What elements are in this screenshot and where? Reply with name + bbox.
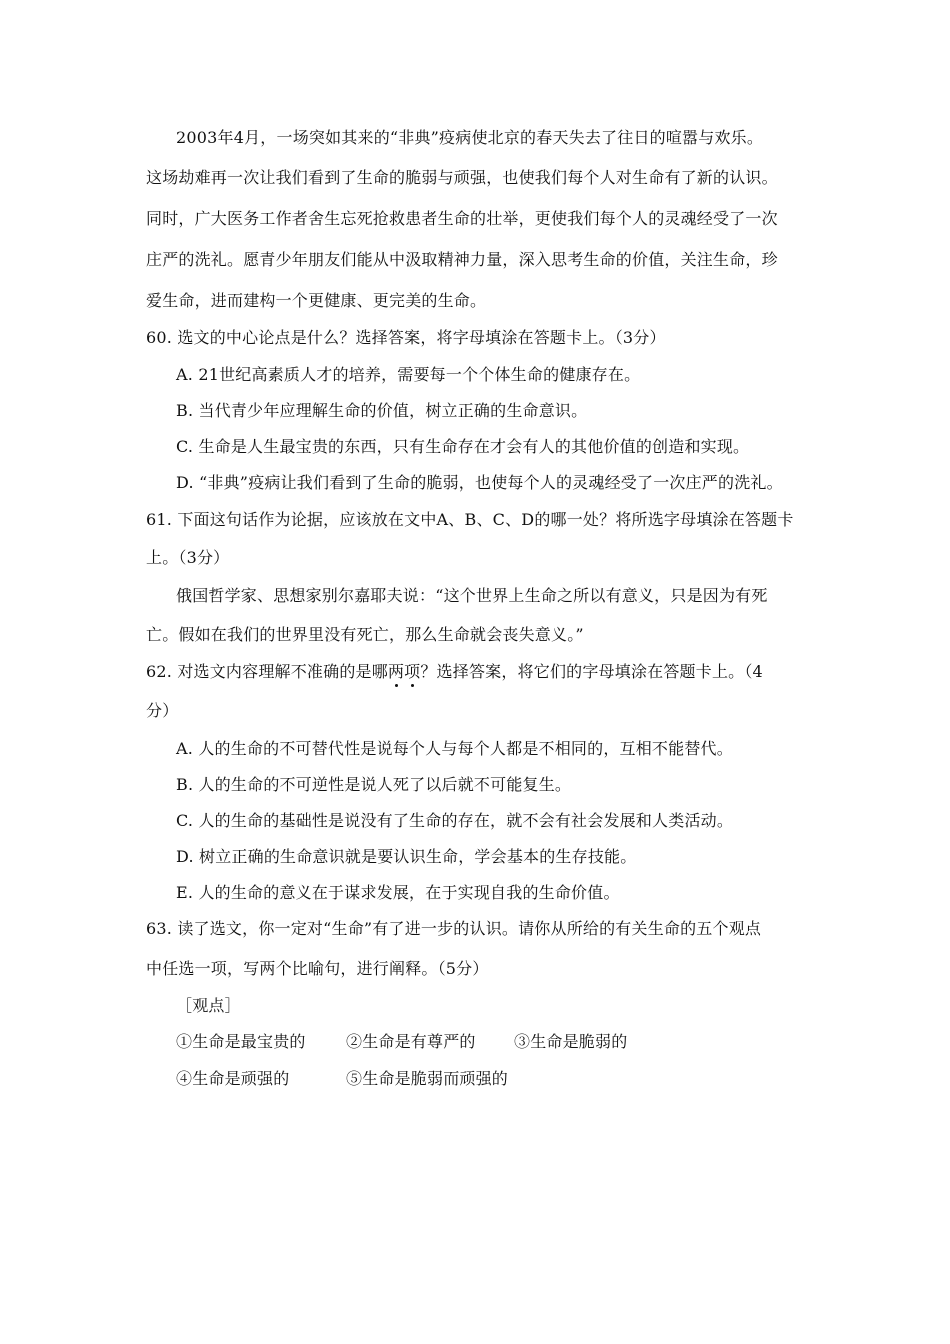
question-62-option-c: C. 人的生命的基础性是说没有了生命的存在，就不会有社会发展和人类活动。 bbox=[176, 811, 734, 830]
question-62-option-d: D. 树立正确的生命意识就是要认识生命，学会基本的生存技能。 bbox=[176, 847, 637, 866]
viewpoint-2: ②生命是有尊严的 bbox=[346, 1032, 476, 1051]
question-61-quote-line-1: 俄国哲学家、思想家别尔嘉耶夫说：“这个世界上生命之所以有意义，只是因为有死 bbox=[176, 586, 768, 605]
question-60-option-b: B. 当代青少年应理解生命的价值，树立正确的生命意识。 bbox=[176, 401, 588, 420]
question-62-option-b: B. 人的生命的不可逆性是说人死了以后就不可能复生。 bbox=[176, 775, 572, 794]
question-62-stem-line-2: 分） bbox=[146, 701, 179, 720]
question-63-stem-line-2: 中任选一项，写两个比喻句，进行阐释。（5分） bbox=[146, 959, 489, 978]
question-60-option-a: A. 21世纪高素质人才的培养，需要每一个个体生命的健康存在。 bbox=[176, 365, 641, 384]
question-62-stem-before: 62. 对选文内容理解不准确的是哪 bbox=[146, 662, 388, 681]
passage-line-2: 这场劫难再一次让我们看到了生命的脆弱与顽强，也使我们每个人对生命有了新的认识。 bbox=[146, 168, 778, 187]
emphasis-dot-char: 两 bbox=[387, 662, 405, 681]
question-62-option-e: E. 人的生命的意义在于谋求发展，在于实现自我的生命价值。 bbox=[176, 883, 620, 902]
question-60-option-c: C. 生命是人生最宝贵的东西，只有生命存在才会有人的其他价值的创造和实现。 bbox=[176, 437, 750, 456]
question-61-stem-line-2: 上。（3分） bbox=[146, 548, 230, 567]
viewpoint-label: ［观点］ bbox=[176, 996, 241, 1015]
emphasis-dot-char: 项 bbox=[404, 662, 421, 681]
question-62-option-a: A. 人的生命的不可替代性是说每个人与每个人都是不相同的，互相不能替代。 bbox=[176, 739, 733, 758]
question-61-quote-line-2: 亡。假如在我们的世界里没有死亡，那么生命就会丧失意义。” bbox=[146, 625, 584, 644]
passage-line-4: 庄严的洗礼。愿青少年朋友们能从中汲取精神力量，深入思考生命的价值，关注生命，珍 bbox=[146, 250, 778, 269]
passage-line-1: 2003年4月，一场突如其来的“非典”疫病使北京的春天失去了往日的喧嚣与欢乐。 bbox=[176, 128, 764, 147]
question-62-stem-line-1 bbox=[146, 662, 763, 682]
question-60-option-d: D. “非典”疫病让我们看到了生命的脆弱，也使每个人的灵魂经受了一次庄严的洗礼。 bbox=[176, 473, 783, 492]
question-61-stem-line-1: 61. 下面这句话作为论据，应该放在文中A、B、C、D的哪一处？将所选字母填涂在答题卡 bbox=[146, 510, 794, 529]
passage-line-3: 同时，广大医务工作者舍生忘死抢救患者生命的壮举，更使我们每个人的灵魂经受了一次 bbox=[146, 209, 778, 228]
viewpoint-1: ①生命是最宝贵的 bbox=[176, 1032, 306, 1051]
viewpoint-3: ③生命是脆弱的 bbox=[514, 1032, 628, 1051]
question-60-stem: 60. 选文的中心论点是什么？选择答案，将字母填涂在答题卡上。（3分） bbox=[146, 328, 666, 347]
question-62-stem-after: ？选择答案，将它们的字母填涂在答题卡上。（4 bbox=[420, 662, 763, 681]
question-63-stem-line-1: 63. 读了选文，你一定对“生命”有了进一步的认识。请你从所给的有关生命的五个观点 bbox=[146, 919, 762, 938]
viewpoint-4: ④生命是顽强的 bbox=[176, 1069, 290, 1088]
passage-line-5: 爱生命，进而建构一个更健康、更完美的生命。 bbox=[146, 291, 487, 310]
viewpoint-5: ⑤生命是脆弱而顽强的 bbox=[346, 1069, 509, 1088]
